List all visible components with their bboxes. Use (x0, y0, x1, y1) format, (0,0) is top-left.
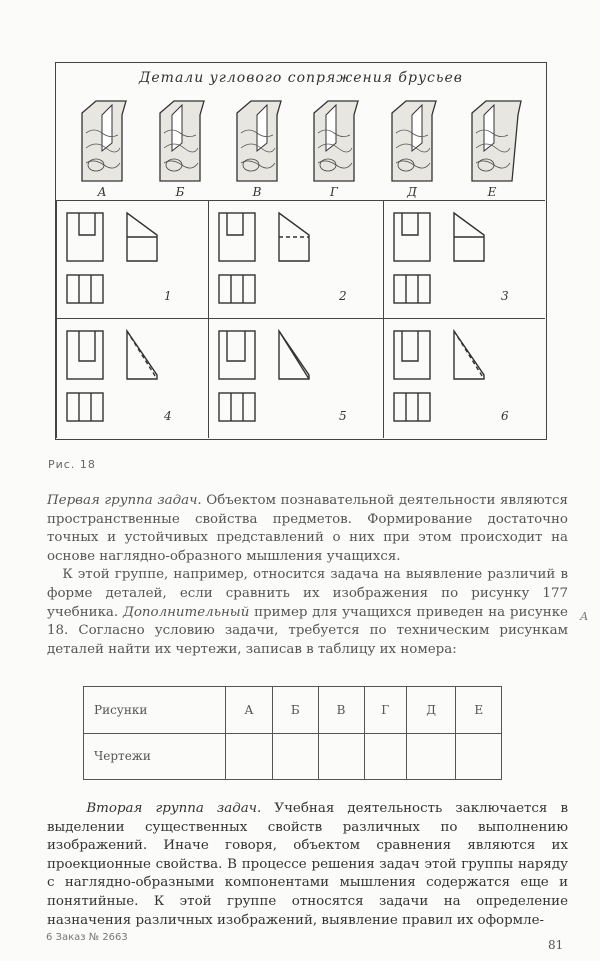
paragraph-lead: Вторая группа задач. (86, 801, 262, 816)
figure-caption: Рис. 18 (48, 458, 96, 471)
drawing-number: 6 (501, 409, 509, 423)
table-cell: А (226, 687, 273, 734)
wood-block-drawing (231, 93, 291, 193)
paragraph-text: пример для учащихся приведен на рисунке 18. Согласно условию задачи, требуется по техническим рисункам деталей найти их чертежи, записав в таблицу их номера: (47, 604, 568, 657)
table-cell (226, 733, 273, 780)
table-cell: В (318, 687, 364, 734)
row-header: Рисунки (84, 687, 226, 734)
figure-title: Детали углового сопряжения брусьев (139, 70, 463, 86)
paragraph-text: Объектом познавательной деятельности являются пространственные свойства предметов. Формирование достаточно точных и устойчивых представлений о них при этом происходит на основе наглядно-образного мышления учащихся. (47, 493, 569, 564)
wood-block-drawing (308, 93, 368, 193)
wood-block-drawing (386, 93, 446, 193)
print-order-note: 6 Заказ № 2663 (46, 932, 128, 943)
drawing-number: 3 (501, 289, 509, 303)
table-row (84, 733, 502, 780)
table-cell (318, 733, 364, 780)
answer-table (83, 686, 502, 780)
row-header: Чертежи (84, 733, 226, 780)
block-label: Г (330, 185, 338, 199)
orthographic-drawing-cell (208, 318, 383, 438)
block-label: Д (407, 185, 417, 199)
paragraph-lead: Первая группа задач. (47, 493, 202, 508)
table-cell (456, 733, 502, 780)
orthographic-drawing-cell (208, 200, 383, 318)
paragraph-text: К этой группе, например, относится задача на выявление различий в форме деталей, если сравнить их изображения по рисунку 177 учебника. (47, 567, 568, 620)
drawing-number: 1 (164, 289, 172, 303)
block-label: Б (175, 185, 185, 199)
margin-mark: А (580, 610, 589, 623)
block-label: Е (487, 185, 497, 199)
wood-block-drawing (466, 93, 526, 193)
table-row (84, 687, 502, 734)
drawing-number: 2 (339, 289, 347, 303)
paragraph-italic: Дополнительный (122, 604, 250, 620)
figure-18 (55, 62, 547, 440)
table-cell (272, 733, 318, 780)
drawing-grid (56, 200, 545, 438)
drawing-number: 4 (164, 409, 172, 423)
orthographic-drawing-cell (56, 318, 208, 438)
table-cell: Б (272, 687, 318, 734)
table-cell (406, 733, 455, 780)
table-cell (364, 733, 406, 780)
drawing-number: 5 (339, 409, 347, 423)
paragraph-first-group (47, 492, 568, 659)
paragraph-second-group (47, 800, 568, 930)
block-label: А (97, 185, 107, 199)
paragraph-text: Учебная деятельность заключается в выделении существенных свойств различных по выполнению изображений. Иначе говоря, объектом сравнения являются их проекционные свойства. В процессе решения задач этой группы наряду с наглядно-образными компонентами мышления содержатся еще и понятийные. К этой группе относятся задачи на определение назначения различных изображений, выявление правил их оформле- (47, 801, 569, 928)
orthographic-drawing-cell (383, 200, 545, 318)
page-number: 81 (548, 938, 564, 952)
table-cell: Д (406, 687, 455, 734)
wood-block-drawing (76, 93, 136, 193)
orthographic-drawing-cell (383, 318, 545, 438)
orthographic-drawing-cell (56, 200, 208, 318)
table-cell: Е (456, 687, 502, 734)
wood-block-drawing (154, 93, 214, 193)
table-cell: Г (364, 687, 406, 734)
block-label: В (252, 185, 262, 199)
